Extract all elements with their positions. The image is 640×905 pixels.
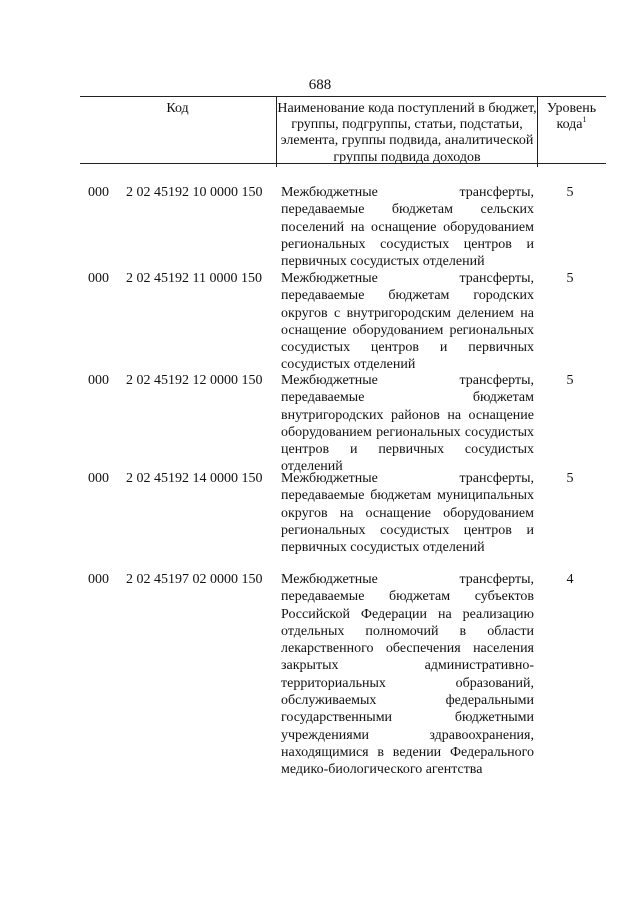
table-header: [80, 96, 606, 164]
row-code: 2 02 45192 14 0000 150: [126, 471, 263, 486]
row-name: Межбюджетные трансферты, передаваемые бюджетам внутригородских районов на оснащение оборудованием региональных сосудистых центров и первичных сосудистых отделений: [281, 373, 534, 475]
row-level: 4: [566, 572, 574, 587]
row-prefix: 000: [88, 471, 109, 486]
row-code: 2 02 45192 12 0000 150: [126, 373, 263, 388]
row-prefix: 000: [88, 185, 109, 200]
row-level: 5: [566, 185, 574, 200]
row-name: Межбюджетные трансферты, передаваемые бюджетам муниципальных округов на оснащение оборудованием региональных сосудистых центров и первичных сосудистых отделений: [281, 471, 534, 556]
header-code: Код: [166, 101, 189, 116]
row-prefix: 000: [88, 572, 109, 587]
header-level-footnote: 1: [582, 115, 587, 125]
row-name: Межбюджетные трансферты, передаваемые бюджетам городских округов с внутригородским делением на оснащение оборудованием региональных сосудистых центров и первичных сосудистых отделений: [281, 271, 534, 373]
header-name: Наименование кода поступлений в бюджет, группы, подгруппы, статьи, подстатьи, элемента, группы подвида, аналитической группы подвида доходов: [276, 97, 538, 167]
page-number: 688: [308, 77, 332, 93]
header-level: [537, 97, 606, 167]
row-name: Межбюджетные трансферты, передаваемые бюджетам субъектов Российской Федерации на реализацию отдельных полномочий в области лекарственного обеспечения населения закрытых административно-территориальных образований, обслуживаемых федеральными государственными бюджетными учреждениями здравоохранения, находящимися в ведении Федерального медико-биологического агентства: [281, 572, 534, 778]
row-code: 2 02 45192 11 0000 150: [126, 271, 262, 286]
row-level: 5: [566, 271, 574, 286]
row-prefix: 000: [88, 271, 109, 286]
row-level: 5: [566, 373, 574, 388]
row-level: 5: [566, 471, 574, 486]
row-code: 2 02 45197 02 0000 150: [126, 572, 263, 587]
header-level-label: Уровень кода: [546, 101, 597, 133]
row-prefix: 000: [88, 373, 109, 388]
row-name: Межбюджетные трансферты, передаваемые бюджетам сельских поселений на оснащение оборудованием региональных сосудистых центров и первичных сосудистых отделений: [281, 185, 534, 270]
row-code: 2 02 45192 10 0000 150: [126, 185, 263, 200]
